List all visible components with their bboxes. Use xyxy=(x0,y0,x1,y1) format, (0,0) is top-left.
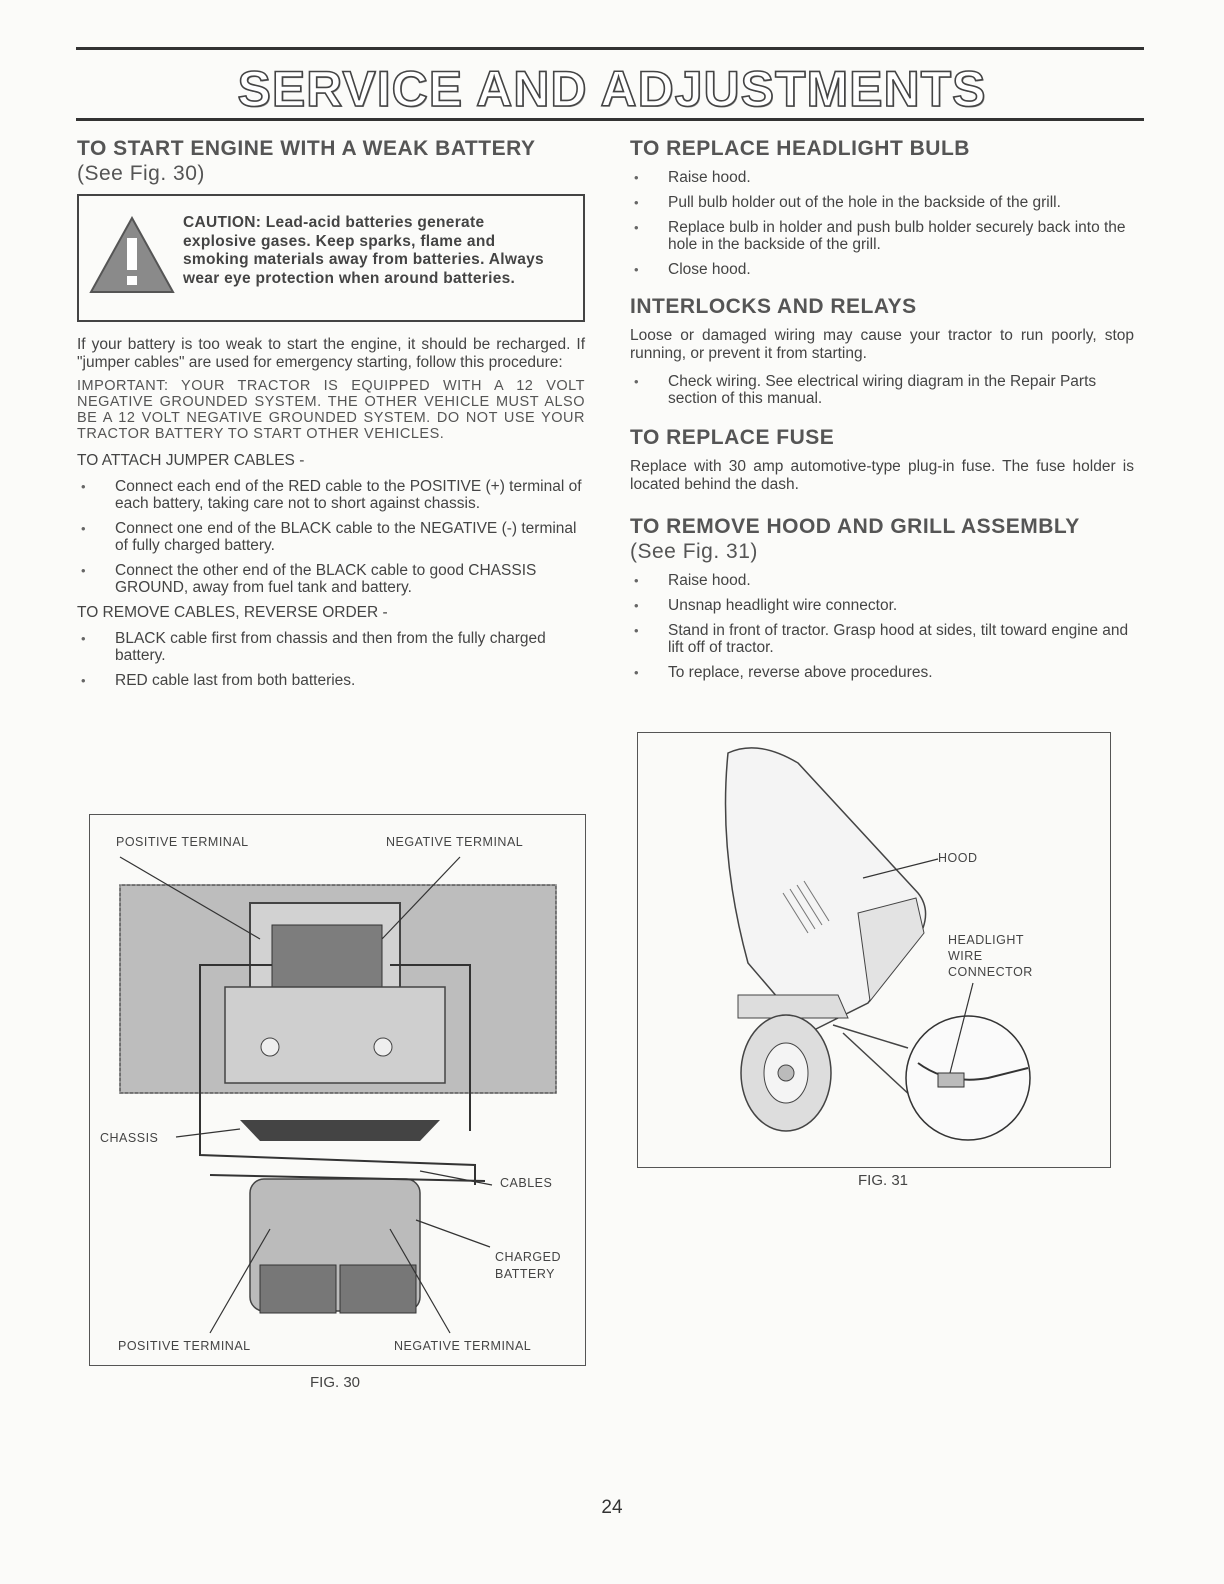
title-rule xyxy=(76,118,1144,121)
remove-heading: TO REMOVE CABLES, REVERSE ORDER - xyxy=(77,604,388,621)
caution-text: CAUTION: Lead-acid batteries generate explosive gases. Keep sparks, flame and smoking materials away from batteries. Always wear eye protection when around batteries. xyxy=(183,214,544,287)
fig31-caption: FIG. 31 xyxy=(858,1172,909,1189)
fig30-battery-label: BATTERY xyxy=(495,1267,555,1281)
interlocks-step: • Check wiring. See electrical wiring diagram in the Repair Parts section of this manual. xyxy=(630,373,1134,407)
fig30-reference: (See Fig. 30) xyxy=(77,162,205,185)
fig31-reference: (See Fig. 31) xyxy=(630,540,758,563)
weak-battery-heading xyxy=(77,136,585,186)
fig30-positive-top-label: POSITIVE TERMINAL xyxy=(116,835,249,849)
right-column xyxy=(630,136,1134,689)
attach-step: • Connect each end of the RED cable to the POSITIVE (+) terminal of each battery, taking care not to short against chassis. xyxy=(77,478,585,512)
fig30-negative-bottom-label: NEGATIVE TERMINAL xyxy=(394,1339,532,1353)
fig30-cables-label: CABLES xyxy=(500,1176,553,1190)
weak-battery-heading-text: TO START ENGINE WITH A WEAK BATTERY xyxy=(77,137,536,160)
headlight-step: • Close hood. xyxy=(630,261,1134,278)
hood-step: • Stand in front of tractor. Grasp hood at sides, tilt toward engine and lift off of tractor. xyxy=(630,622,1134,656)
fig30-chassis-label: CHASSIS xyxy=(100,1131,159,1145)
attach-step: • Connect one end of the BLACK cable to the NEGATIVE (-) terminal of fully charged battery. xyxy=(77,520,585,554)
fig31-wire-label: WIRE xyxy=(948,949,983,963)
fig31-connector-label: CONNECTOR xyxy=(948,965,1033,979)
fuse-heading: TO REPLACE FUSE xyxy=(630,426,835,449)
fig31-frame xyxy=(637,732,1111,1168)
caution-box xyxy=(77,194,585,322)
hood-step: • Raise hood. xyxy=(630,572,1134,589)
important-notice: IMPORTANT: YOUR TRACTOR IS EQUIPPED WITH A 12 VOLT NEGATIVE GROUNDED SYSTEM. THE OTHER VEHICLE MUST ALSO BE A 12 VOLT NEGATIVE GROUNDED SYSTEM. DO NOT USE YOUR TRACTOR BATTERY TO START OTHER VEHICLES. xyxy=(77,378,585,442)
headlight-steps xyxy=(630,169,1134,278)
interlocks-text: Loose or damaged wiring may cause your tractor to run poorly, stop running, or prevent it from starting. xyxy=(630,327,1134,362)
headlight-step: • Pull bulb holder out of the hole in the backside of the grill. xyxy=(630,194,1134,211)
hood-heading-text: TO REMOVE HOOD AND GRILL ASSEMBLY xyxy=(630,515,1080,538)
fig30-negative-top-label: NEGATIVE TERMINAL xyxy=(386,835,524,849)
fig31-headlight-label: HEADLIGHT xyxy=(948,933,1025,947)
attach-heading: TO ATTACH JUMPER CABLES - xyxy=(77,452,305,469)
hood-removal-illustration xyxy=(638,733,1110,1167)
remove-steps xyxy=(77,630,585,689)
fig30-caption: FIG. 30 xyxy=(310,1374,361,1391)
page-number: 24 xyxy=(601,1497,623,1518)
fig30-positive-bottom-label: POSITIVE TERMINAL xyxy=(118,1339,251,1353)
hood-steps xyxy=(630,572,1134,681)
hood-step: • Unsnap headlight wire connector. xyxy=(630,597,1134,614)
top-rule xyxy=(76,47,1144,50)
interlocks-steps xyxy=(630,373,1134,407)
hood-heading xyxy=(630,514,1134,564)
fig30-frame xyxy=(89,814,586,1366)
weak-battery-intro: If your battery is too weak to start the engine, it should be recharged. If "jumper cables" are used for emergency starting, follow this procedure: xyxy=(77,336,585,371)
left-column xyxy=(77,136,585,697)
attach-steps xyxy=(77,478,585,596)
remove-step: • BLACK cable first from chassis and then from the fully charged battery. xyxy=(77,630,585,664)
headlight-step: • Raise hood. xyxy=(630,169,1134,186)
remove-step: • RED cable last from both batteries. xyxy=(77,672,585,689)
fig30-charged-label: CHARGED xyxy=(495,1250,562,1264)
attach-step: • Connect the other end of the BLACK cable to good CHASSIS GROUND, away from fuel tank and battery. xyxy=(77,562,585,596)
page-title: SERVICE AND ADJUSTMENTS xyxy=(237,61,987,117)
fuse-text: Replace with 30 amp automotive-type plug-in fuse. The fuse holder is located behind the dash. xyxy=(630,458,1134,493)
warning-icon xyxy=(89,216,175,294)
hood-step: • To replace, reverse above procedures. xyxy=(630,664,1134,681)
interlocks-heading: INTERLOCKS AND RELAYS xyxy=(630,295,917,318)
headlight-heading: TO REPLACE HEADLIGHT BULB xyxy=(630,137,970,160)
fig31-hood-label: HOOD xyxy=(938,851,978,865)
headlight-step: • Replace bulb in holder and push bulb holder securely back into the hole in the backside of the grill. xyxy=(630,219,1134,253)
battery-jumper-illustration xyxy=(90,815,585,1365)
